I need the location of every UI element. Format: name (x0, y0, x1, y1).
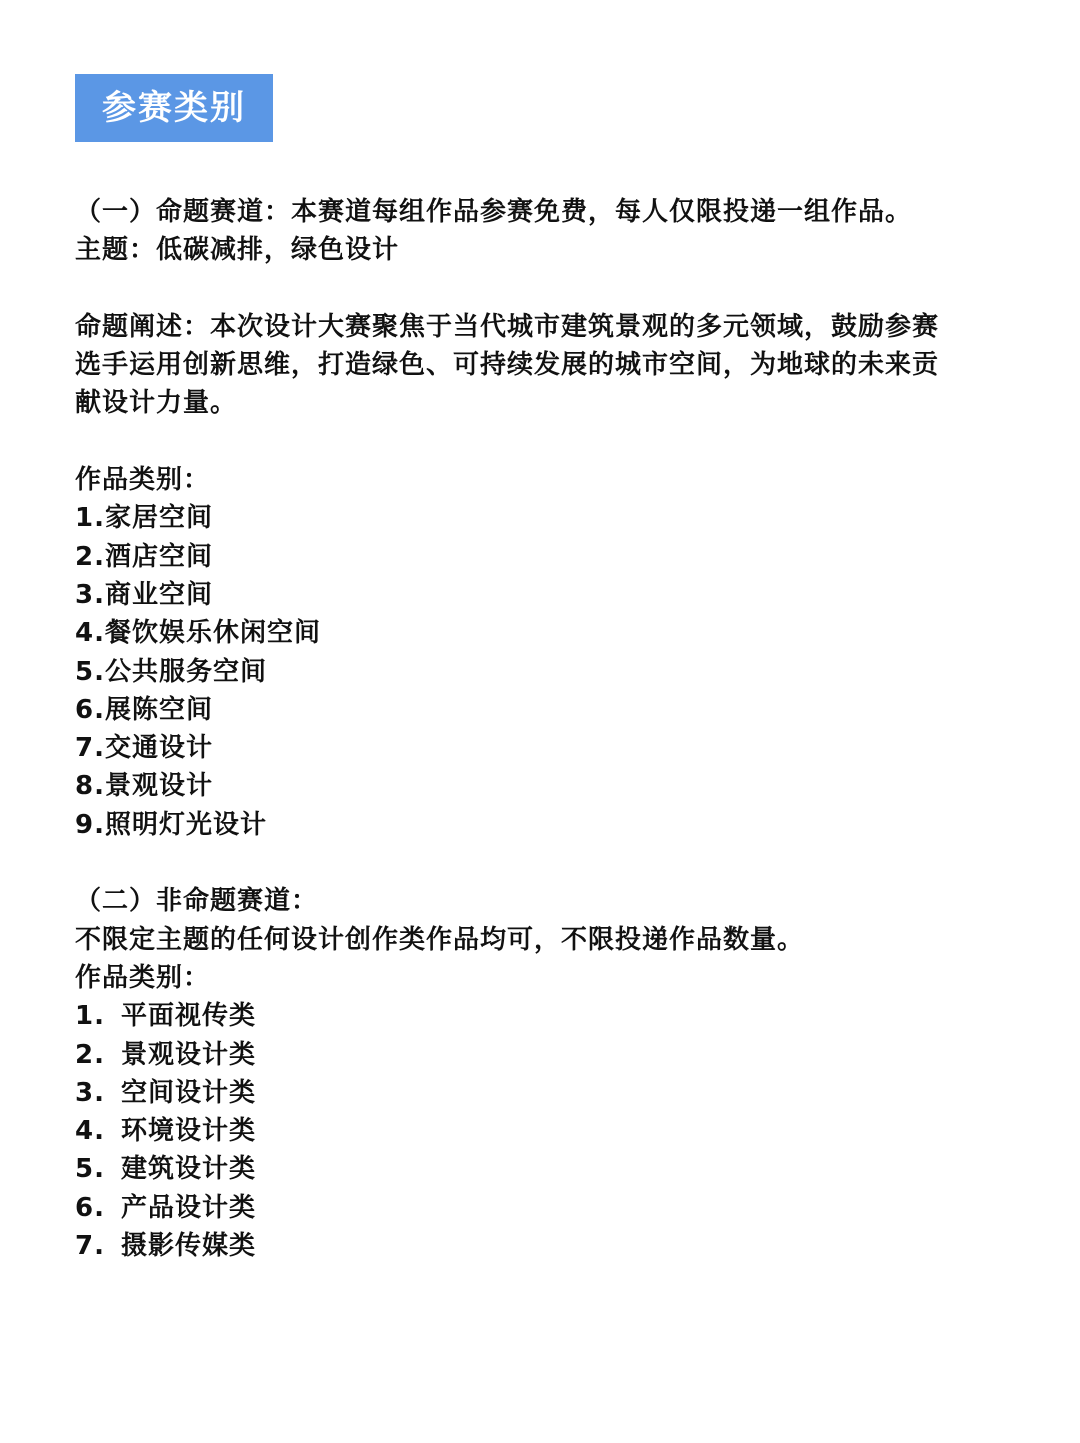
track1-category-list (75, 499, 1020, 844)
list-item-label: 摄影传媒类 (121, 1231, 257, 1262)
track1-statement-line: 献设计力量。 (75, 388, 238, 419)
list-item-number: 6. (75, 1192, 105, 1223)
list-item: 8.景观设计 (75, 771, 213, 802)
list-item: 2.酒店空间 (75, 541, 213, 572)
list-item-number: 7. (75, 1231, 105, 1262)
list-item-number: 5. (75, 1154, 105, 1185)
list-item (75, 1036, 1020, 1074)
track1-statement-line: 命题阐述：本次设计大赛聚焦于当代城市建筑景观的多元领域，鼓励参赛 (75, 311, 940, 342)
track2-category-list (75, 997, 1020, 1265)
track1-statement-line: 选手运用创新思维，打造绿色、可持续发展的城市空间，为地球的未来贡 (75, 350, 940, 381)
spacer (75, 844, 1020, 882)
section-title-badge: 参赛类别 (75, 74, 273, 142)
list-item (75, 1150, 1020, 1188)
spacer (75, 270, 1020, 308)
list-item: 3.商业空间 (75, 579, 213, 610)
track1-header: （一）命题赛道：本赛道每组作品参赛免费，每人仅限投递一组作品。 (75, 197, 913, 227)
list-item-number: 1. (75, 1001, 105, 1032)
document-body (75, 193, 1020, 1265)
track2-categories-label: 作品类别： (75, 962, 211, 993)
list-item-label: 环境设计类 (121, 1116, 257, 1147)
track2-header: （二）非命题赛道： (75, 886, 319, 917)
list-item: 7.交通设计 (75, 733, 213, 764)
list-item-label: 建筑设计类 (121, 1154, 257, 1185)
list-item (75, 1074, 1020, 1112)
list-item-label: 空间设计类 (121, 1077, 257, 1108)
list-item: 5.公共服务空间 (75, 656, 267, 687)
list-item (75, 1227, 1020, 1265)
list-item: 6.展陈空间 (75, 694, 213, 725)
list-item-number: 3. (75, 1077, 105, 1108)
list-item-label: 平面视传类 (121, 1001, 257, 1032)
list-item-number: 4. (75, 1116, 105, 1147)
list-item-number: 2. (75, 1039, 105, 1070)
list-item-label: 产品设计类 (121, 1192, 257, 1223)
spacer (75, 423, 1020, 461)
list-item (75, 1112, 1020, 1150)
list-item (75, 997, 1020, 1035)
track2-description: 不限定主题的任何设计创作类作品均可，不限投递作品数量。 (75, 924, 805, 955)
track1-theme: 主题：低碳减排，绿色设计 (75, 235, 400, 266)
list-item: 1.家居空间 (75, 503, 213, 534)
list-item: 9.照明灯光设计 (75, 809, 267, 840)
list-item-label: 景观设计类 (121, 1039, 257, 1070)
list-item: 4.餐饮娱乐休闲空间 (75, 618, 321, 649)
track1-categories-label: 作品类别： (75, 465, 211, 496)
list-item (75, 1189, 1020, 1227)
